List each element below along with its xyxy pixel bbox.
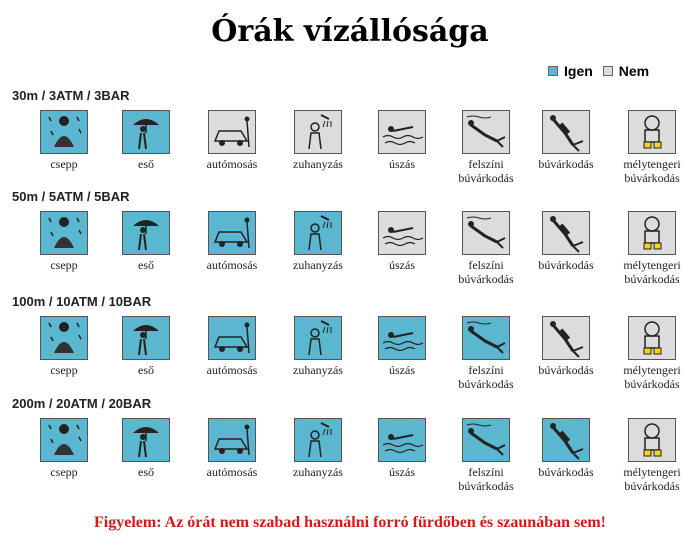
activity-tile <box>198 316 266 377</box>
warning-text: Figyelem: Az órát nem szabad használni forró fürdőben és szaunában sem! <box>94 514 606 531</box>
activity-label: eső <box>138 465 154 479</box>
activity-label: búvárkodás <box>538 363 594 377</box>
umbrella-person-icon <box>122 316 170 360</box>
swimmer-icon <box>378 211 426 255</box>
scuba-diver-icon <box>542 316 590 360</box>
legend-yes-swatch <box>548 66 558 76</box>
deep-sea-diver-icon <box>628 211 676 255</box>
activity-tile <box>368 211 436 272</box>
activity-label: búvárkodás <box>538 258 594 272</box>
rain-drops-person-icon <box>40 316 88 360</box>
activity-tile <box>532 211 600 272</box>
rating-section <box>0 88 700 198</box>
car-wash-icon <box>208 316 256 360</box>
activity-label: autómosás <box>206 465 258 479</box>
activity-label: felszíni búvárkodás <box>458 465 514 493</box>
activity-label: mélytengeri búvárkodás <box>623 465 681 493</box>
shower-person-icon <box>294 418 342 462</box>
snorkeler-icon <box>462 211 510 255</box>
activity-label: mélytengeri búvárkodás <box>623 157 681 185</box>
activity-tile <box>112 316 180 377</box>
rating-label: 50m / 5ATM / 5BAR <box>12 189 130 204</box>
activity-tile <box>618 110 686 185</box>
activity-label: búvárkodás <box>538 157 594 171</box>
legend-no <box>603 63 649 79</box>
rating-label: 30m / 3ATM / 3BAR <box>12 88 130 103</box>
legend <box>548 63 659 79</box>
deep-sea-diver-icon <box>628 110 676 154</box>
scuba-diver-icon <box>542 418 590 462</box>
activity-label: zuhanyzás <box>293 363 343 377</box>
scuba-diver-icon <box>542 110 590 154</box>
activity-tile <box>112 211 180 272</box>
activity-label: úszás <box>389 157 415 171</box>
activity-label: mélytengeri búvárkodás <box>623 363 681 391</box>
activity-tile <box>618 418 686 493</box>
legend-no-label: Nem <box>618 63 650 79</box>
deep-sea-diver-icon <box>628 418 676 462</box>
activity-label: felszíni búvárkodás <box>458 363 514 391</box>
activity-label: úszás <box>389 258 415 272</box>
scuba-diver-icon <box>542 211 590 255</box>
activity-label: autómosás <box>206 363 258 377</box>
activity-tile <box>368 316 436 377</box>
rain-drops-person-icon <box>40 211 88 255</box>
activity-tile <box>452 316 520 391</box>
activity-label: autómosás <box>206 157 258 171</box>
activity-tile <box>30 110 98 171</box>
activity-tile <box>198 211 266 272</box>
rating-section <box>0 396 700 506</box>
activity-tile <box>112 110 180 171</box>
snorkeler-icon <box>462 418 510 462</box>
activity-tile <box>198 418 266 479</box>
activity-label: autómosás <box>206 258 258 272</box>
activity-label: felszíni búvárkodás <box>458 258 514 286</box>
activity-label: zuhanyzás <box>293 258 343 272</box>
activity-label: úszás <box>389 363 415 377</box>
swimmer-icon <box>378 110 426 154</box>
activity-label: eső <box>138 363 154 377</box>
activity-label: csepp <box>50 363 78 377</box>
legend-no-swatch <box>603 66 613 76</box>
shower-person-icon <box>294 316 342 360</box>
snorkeler-icon <box>462 110 510 154</box>
activity-tile <box>284 211 352 272</box>
activity-tile <box>284 418 352 479</box>
activity-label: búvárkodás <box>538 465 594 479</box>
page-title: Órák vízállósága <box>211 14 489 49</box>
activity-tile <box>532 418 600 479</box>
rating-section <box>0 294 700 404</box>
activity-tile <box>368 418 436 479</box>
umbrella-person-icon <box>122 418 170 462</box>
deep-sea-diver-icon <box>628 316 676 360</box>
activity-tile <box>112 418 180 479</box>
activity-label: felszíni búvárkodás <box>458 157 514 185</box>
activity-label: zuhanyzás <box>293 465 343 479</box>
rating-label: 200m / 20ATM / 20BAR <box>12 396 152 411</box>
activity-label: csepp <box>50 258 78 272</box>
activity-label: úszás <box>389 465 415 479</box>
activity-tile <box>30 316 98 377</box>
activity-tile <box>30 418 98 479</box>
activity-tile <box>618 316 686 391</box>
activity-tile <box>452 418 520 493</box>
activity-label: csepp <box>50 465 78 479</box>
activity-label: eső <box>138 157 154 171</box>
rating-label: 100m / 10ATM / 10BAR <box>12 294 152 309</box>
activity-tile <box>284 316 352 377</box>
legend-yes <box>548 63 593 79</box>
activity-label: mélytengeri búvárkodás <box>623 258 681 286</box>
activity-label: zuhanyzás <box>293 157 343 171</box>
shower-person-icon <box>294 211 342 255</box>
umbrella-person-icon <box>122 110 170 154</box>
activity-label: csepp <box>50 157 78 171</box>
activity-tile <box>452 211 520 286</box>
car-wash-icon <box>208 418 256 462</box>
car-wash-icon <box>208 211 256 255</box>
rain-drops-person-icon <box>40 110 88 154</box>
activity-tile <box>532 316 600 377</box>
activity-tile <box>198 110 266 171</box>
swimmer-icon <box>378 316 426 360</box>
car-wash-icon <box>208 110 256 154</box>
activity-tile <box>368 110 436 171</box>
rating-section <box>0 189 700 299</box>
rain-drops-person-icon <box>40 418 88 462</box>
activity-label: eső <box>138 258 154 272</box>
legend-yes-label: Igen <box>564 63 593 79</box>
activity-tile <box>30 211 98 272</box>
activity-tile <box>618 211 686 286</box>
swimmer-icon <box>378 418 426 462</box>
activity-tile <box>284 110 352 171</box>
shower-person-icon <box>294 110 342 154</box>
activity-tile <box>532 110 600 171</box>
umbrella-person-icon <box>122 211 170 255</box>
snorkeler-icon <box>462 316 510 360</box>
activity-tile <box>452 110 520 185</box>
